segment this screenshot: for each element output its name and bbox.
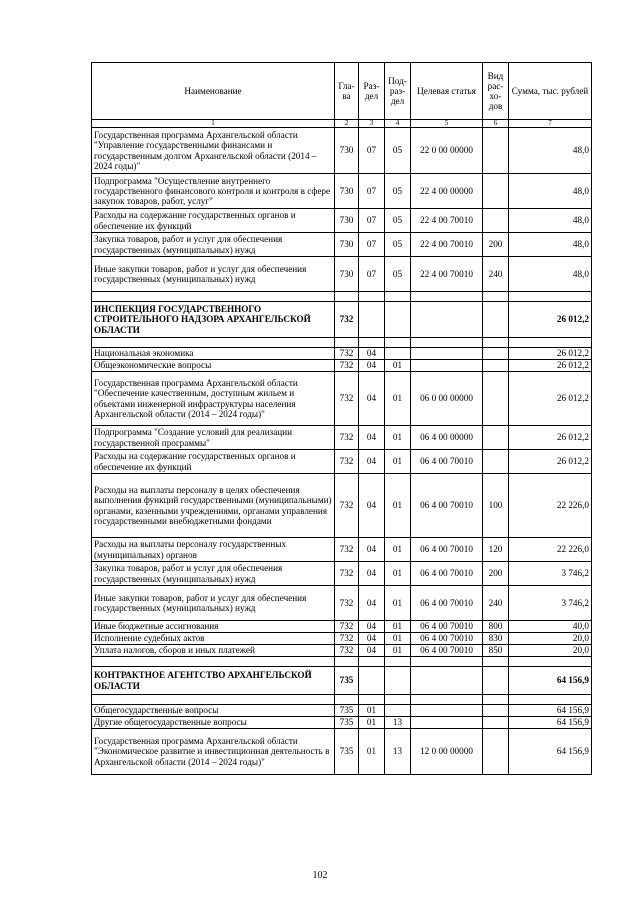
row-razdel: 04 bbox=[359, 621, 385, 633]
row-razdel: 07 bbox=[359, 174, 385, 209]
row-glava: 730 bbox=[335, 174, 359, 209]
row-target: 06 4 00 70010 bbox=[411, 586, 483, 621]
spacer-row bbox=[92, 695, 592, 705]
table-row bbox=[92, 705, 592, 717]
column-number: 3 bbox=[359, 120, 385, 128]
row-sum: 26 012,2 bbox=[509, 348, 592, 360]
row-podrazdel: 01 bbox=[385, 633, 411, 645]
header-sum: Сумма, тыс. рублей bbox=[509, 63, 592, 120]
spacer-cell bbox=[359, 657, 385, 667]
spacer-cell bbox=[483, 657, 509, 667]
header-razdel: Раз-дел bbox=[359, 63, 385, 120]
table-row bbox=[92, 360, 592, 372]
row-name: Государственная программа Архангельской области "Экономическое развитие и инвестиционная деятельность в Архангельской области (2014 – 2024 годы)" bbox=[92, 729, 335, 775]
row-sum: 3 746,2 bbox=[509, 586, 592, 621]
row-razdel: 07 bbox=[359, 257, 385, 292]
row-target: 06 0 00 00000 bbox=[411, 372, 483, 426]
header-glava: Гла-ва bbox=[335, 63, 359, 120]
row-sum: 3 746,2 bbox=[509, 562, 592, 586]
spacer-cell bbox=[411, 292, 483, 302]
spacer-cell bbox=[509, 292, 592, 302]
row-sum: 20,0 bbox=[509, 645, 592, 657]
row-name: Расходы на выплаты персоналу государственных (муниципальных) органов bbox=[92, 538, 335, 562]
spacer-cell bbox=[359, 292, 385, 302]
table-row bbox=[92, 450, 592, 474]
row-sum: 26 012,2 bbox=[509, 426, 592, 450]
row-razdel: 04 bbox=[359, 538, 385, 562]
row-vid bbox=[483, 209, 509, 233]
row-vid bbox=[483, 372, 509, 426]
column-number: 6 bbox=[483, 120, 509, 128]
spacer-cell bbox=[335, 695, 359, 705]
row-name: Иные закупки товаров, работ и услуг для обеспечения государственных (муниципальных) нужд bbox=[92, 257, 335, 292]
row-podrazdel: 01 bbox=[385, 372, 411, 426]
row-razdel: 01 bbox=[359, 705, 385, 717]
row-glava: 732 bbox=[335, 360, 359, 372]
row-podrazdel: 05 bbox=[385, 257, 411, 292]
spacer-row bbox=[92, 292, 592, 302]
row-name: Уплата налогов, сборов и иных платежей bbox=[92, 645, 335, 657]
row-sum: 22 226,0 bbox=[509, 538, 592, 562]
row-target bbox=[411, 667, 483, 695]
row-podrazdel bbox=[385, 348, 411, 360]
section-row bbox=[92, 667, 592, 695]
row-razdel: 01 bbox=[359, 729, 385, 775]
row-razdel: 04 bbox=[359, 474, 385, 538]
row-glava: 732 bbox=[335, 372, 359, 426]
page-number: 102 bbox=[312, 870, 328, 881]
row-glava: 732 bbox=[335, 348, 359, 360]
spacer-cell bbox=[92, 657, 335, 667]
row-name: Расходы на содержание государственных органов и обеспечение их функций bbox=[92, 209, 335, 233]
row-sum: 26 012,2 bbox=[509, 302, 592, 338]
row-razdel: 04 bbox=[359, 450, 385, 474]
row-sum: 48,0 bbox=[509, 209, 592, 233]
spacer-cell bbox=[359, 338, 385, 348]
row-razdel: 04 bbox=[359, 633, 385, 645]
header-target: Целевая статья bbox=[411, 63, 483, 120]
row-podrazdel: 13 bbox=[385, 717, 411, 729]
header-name: Наименование bbox=[92, 63, 335, 120]
row-glava: 732 bbox=[335, 450, 359, 474]
row-vid bbox=[483, 302, 509, 338]
row-glava: 732 bbox=[335, 586, 359, 621]
row-target: 12 0 00 00000 bbox=[411, 729, 483, 775]
row-vid: 200 bbox=[483, 233, 509, 257]
column-number-row bbox=[92, 120, 592, 128]
row-target bbox=[411, 705, 483, 717]
table-row bbox=[92, 645, 592, 657]
spacer-cell bbox=[385, 292, 411, 302]
row-razdel: 04 bbox=[359, 426, 385, 450]
row-razdel: 07 bbox=[359, 209, 385, 233]
row-glava: 732 bbox=[335, 302, 359, 338]
row-target: 06 4 00 70010 bbox=[411, 562, 483, 586]
row-glava: 730 bbox=[335, 128, 359, 174]
row-glava: 732 bbox=[335, 633, 359, 645]
spacer-cell bbox=[411, 657, 483, 667]
row-podrazdel: 01 bbox=[385, 360, 411, 372]
row-razdel: 07 bbox=[359, 233, 385, 257]
table-row bbox=[92, 633, 592, 645]
row-target bbox=[411, 302, 483, 338]
row-podrazdel: 01 bbox=[385, 562, 411, 586]
row-razdel bbox=[359, 667, 385, 695]
row-podrazdel: 01 bbox=[385, 645, 411, 657]
column-number: 7 bbox=[509, 120, 592, 128]
row-name: Общеэкономические вопросы bbox=[92, 360, 335, 372]
spacer-cell bbox=[385, 657, 411, 667]
row-vid: 100 bbox=[483, 474, 509, 538]
row-sum: 48,0 bbox=[509, 128, 592, 174]
header-podrazdel: Под-раз-дел bbox=[385, 63, 411, 120]
row-razdel: 04 bbox=[359, 562, 385, 586]
row-glava: 732 bbox=[335, 562, 359, 586]
row-target bbox=[411, 348, 483, 360]
row-glava: 732 bbox=[335, 426, 359, 450]
row-target: 06 4 00 70010 bbox=[411, 645, 483, 657]
row-target: 22 0 00 00000 bbox=[411, 128, 483, 174]
row-podrazdel: 05 bbox=[385, 233, 411, 257]
row-glava: 735 bbox=[335, 717, 359, 729]
row-sum: 26 012,2 bbox=[509, 360, 592, 372]
row-name: Государственная программа Архангельской области "Управление государственными финансами и государственным долгом Архангельской области (2014 – 2024 годы)" bbox=[92, 128, 335, 174]
table-row bbox=[92, 717, 592, 729]
row-vid bbox=[483, 729, 509, 775]
row-vid bbox=[483, 705, 509, 717]
row-sum: 48,0 bbox=[509, 233, 592, 257]
column-number: 1 bbox=[92, 120, 335, 128]
row-vid: 850 bbox=[483, 645, 509, 657]
row-vid bbox=[483, 426, 509, 450]
row-target: 22 4 00 70010 bbox=[411, 257, 483, 292]
row-glava: 732 bbox=[335, 621, 359, 633]
table-row bbox=[92, 474, 592, 538]
row-target: 22 4 00 70010 bbox=[411, 233, 483, 257]
row-glava: 732 bbox=[335, 538, 359, 562]
row-target: 06 4 00 00000 bbox=[411, 426, 483, 450]
column-number: 4 bbox=[385, 120, 411, 128]
row-sum: 64 156,9 bbox=[509, 729, 592, 775]
spacer-cell bbox=[483, 292, 509, 302]
row-target: 06 4 00 70010 bbox=[411, 538, 483, 562]
spacer-cell bbox=[483, 338, 509, 348]
spacer-cell bbox=[509, 338, 592, 348]
row-razdel: 04 bbox=[359, 586, 385, 621]
row-vid: 240 bbox=[483, 257, 509, 292]
spacer-cell bbox=[92, 695, 335, 705]
row-razdel: 07 bbox=[359, 128, 385, 174]
row-glava: 732 bbox=[335, 645, 359, 657]
row-podrazdel: 05 bbox=[385, 209, 411, 233]
spacer-cell bbox=[359, 695, 385, 705]
budget-table bbox=[91, 62, 592, 775]
table-row bbox=[92, 233, 592, 257]
table-row bbox=[92, 729, 592, 775]
row-sum: 22 226,0 bbox=[509, 474, 592, 538]
row-vid bbox=[483, 717, 509, 729]
row-podrazdel bbox=[385, 667, 411, 695]
row-razdel: 04 bbox=[359, 348, 385, 360]
row-podrazdel: 01 bbox=[385, 621, 411, 633]
row-razdel: 04 bbox=[359, 360, 385, 372]
spacer-cell bbox=[411, 695, 483, 705]
table-row bbox=[92, 257, 592, 292]
table-row bbox=[92, 426, 592, 450]
row-name: Подпрограмма "Осуществление внутреннего государственного финансового контроля и контроля в сфере закупок товаров, работ, услуг" bbox=[92, 174, 335, 209]
row-glava: 730 bbox=[335, 209, 359, 233]
row-target: 06 4 00 70010 bbox=[411, 450, 483, 474]
row-vid: 830 bbox=[483, 633, 509, 645]
spacer-cell bbox=[509, 657, 592, 667]
row-vid bbox=[483, 450, 509, 474]
row-name: КОНТРАКТНОЕ АГЕНТСТВО АРХАНГЕЛЬСКОЙ ОБЛАСТИ bbox=[92, 667, 335, 695]
row-vid bbox=[483, 667, 509, 695]
row-podrazdel: 13 bbox=[385, 729, 411, 775]
spacer-cell bbox=[335, 338, 359, 348]
row-name: Закупка товаров, работ и услуг для обеспечения государственных (муниципальных) нужд bbox=[92, 562, 335, 586]
spacer-cell bbox=[385, 695, 411, 705]
spacer-cell bbox=[335, 657, 359, 667]
row-podrazdel bbox=[385, 302, 411, 338]
row-podrazdel: 01 bbox=[385, 450, 411, 474]
row-podrazdel: 05 bbox=[385, 174, 411, 209]
row-podrazdel: 01 bbox=[385, 538, 411, 562]
row-name: ИНСПЕКЦИЯ ГОСУДАРСТВЕННОГО СТРОИТЕЛЬНОГО НАДЗОРА АРХАНГЕЛЬСКОЙ ОБЛАСТИ bbox=[92, 302, 335, 338]
table-body bbox=[92, 128, 592, 775]
row-sum: 48,0 bbox=[509, 257, 592, 292]
row-name: Иные бюджетные ассигнования bbox=[92, 621, 335, 633]
table-row bbox=[92, 621, 592, 633]
row-podrazdel: 01 bbox=[385, 426, 411, 450]
row-podrazdel: 05 bbox=[385, 128, 411, 174]
row-target: 06 4 00 70010 bbox=[411, 474, 483, 538]
table-row bbox=[92, 209, 592, 233]
row-vid bbox=[483, 128, 509, 174]
column-number: 5 bbox=[411, 120, 483, 128]
row-name: Подпрограмма "Создание условий для реализации государственной программы" bbox=[92, 426, 335, 450]
row-target: 06 4 00 70010 bbox=[411, 621, 483, 633]
spacer-row bbox=[92, 338, 592, 348]
row-vid: 200 bbox=[483, 562, 509, 586]
spacer-cell bbox=[92, 338, 335, 348]
row-vid: 800 bbox=[483, 621, 509, 633]
row-name: Национальная экономика bbox=[92, 348, 335, 360]
row-glava: 732 bbox=[335, 474, 359, 538]
table-row bbox=[92, 128, 592, 174]
row-target bbox=[411, 717, 483, 729]
row-sum: 20,0 bbox=[509, 633, 592, 645]
header-row bbox=[92, 63, 592, 120]
section-row bbox=[92, 302, 592, 338]
spacer-cell bbox=[411, 338, 483, 348]
row-razdel bbox=[359, 302, 385, 338]
spacer-cell bbox=[509, 695, 592, 705]
row-target bbox=[411, 360, 483, 372]
spacer-cell bbox=[92, 292, 335, 302]
row-podrazdel: 01 bbox=[385, 474, 411, 538]
row-name: Другие общегосударственные вопросы bbox=[92, 717, 335, 729]
row-name: Иные закупки товаров, работ и услуг для обеспечения государственных (муниципальных) нужд bbox=[92, 586, 335, 621]
row-glava: 730 bbox=[335, 233, 359, 257]
row-glava: 735 bbox=[335, 705, 359, 717]
row-sum: 64 156,9 bbox=[509, 705, 592, 717]
row-sum: 64 156,9 bbox=[509, 717, 592, 729]
row-sum: 64 156,9 bbox=[509, 667, 592, 695]
row-sum: 48,0 bbox=[509, 174, 592, 209]
row-glava: 735 bbox=[335, 729, 359, 775]
row-vid bbox=[483, 348, 509, 360]
table-row bbox=[92, 586, 592, 621]
row-razdel: 01 bbox=[359, 717, 385, 729]
row-sum: 40,0 bbox=[509, 621, 592, 633]
table-row bbox=[92, 174, 592, 209]
row-target: 22 4 00 70010 bbox=[411, 209, 483, 233]
row-vid: 120 bbox=[483, 538, 509, 562]
row-target: 22 4 00 00000 bbox=[411, 174, 483, 209]
row-podrazdel bbox=[385, 705, 411, 717]
column-number: 2 bbox=[335, 120, 359, 128]
table-row bbox=[92, 538, 592, 562]
table-row bbox=[92, 562, 592, 586]
row-target: 06 4 00 70010 bbox=[411, 633, 483, 645]
spacer-cell bbox=[385, 338, 411, 348]
row-name: Исполнение судебных актов bbox=[92, 633, 335, 645]
spacer-cell bbox=[483, 695, 509, 705]
row-vid: 240 bbox=[483, 586, 509, 621]
row-sum: 26 012,2 bbox=[509, 372, 592, 426]
row-vid bbox=[483, 174, 509, 209]
spacer-cell bbox=[335, 292, 359, 302]
spacer-row bbox=[92, 657, 592, 667]
row-vid bbox=[483, 360, 509, 372]
row-name: Расходы на содержание государственных органов и обеспечение их функций bbox=[92, 450, 335, 474]
row-podrazdel: 01 bbox=[385, 586, 411, 621]
row-glava: 735 bbox=[335, 667, 359, 695]
row-razdel: 04 bbox=[359, 645, 385, 657]
table-row bbox=[92, 348, 592, 360]
row-glava: 730 bbox=[335, 257, 359, 292]
row-name: Закупка товаров, работ и услуг для обеспечения государственных (муниципальных) нужд bbox=[92, 233, 335, 257]
table-row bbox=[92, 372, 592, 426]
row-name: Государственная программа Архангельской области "Обеспечение качественным, доступным жильем и объектами инженерной инфраструктуры населения Архангельской области (2014 – 2024 годы)" bbox=[92, 372, 335, 426]
row-name: Общегосударственные вопросы bbox=[92, 705, 335, 717]
row-razdel: 04 bbox=[359, 372, 385, 426]
row-name: Расходы на выплаты персоналу в целях обеспечения выполнения функций государственными (муниципальными) органами, казенными учреждениями, органами управления государственными внебюджетными фондами bbox=[92, 474, 335, 538]
header-vid: Вид рас-хо-дов bbox=[483, 63, 509, 120]
row-sum: 26 012,2 bbox=[509, 450, 592, 474]
